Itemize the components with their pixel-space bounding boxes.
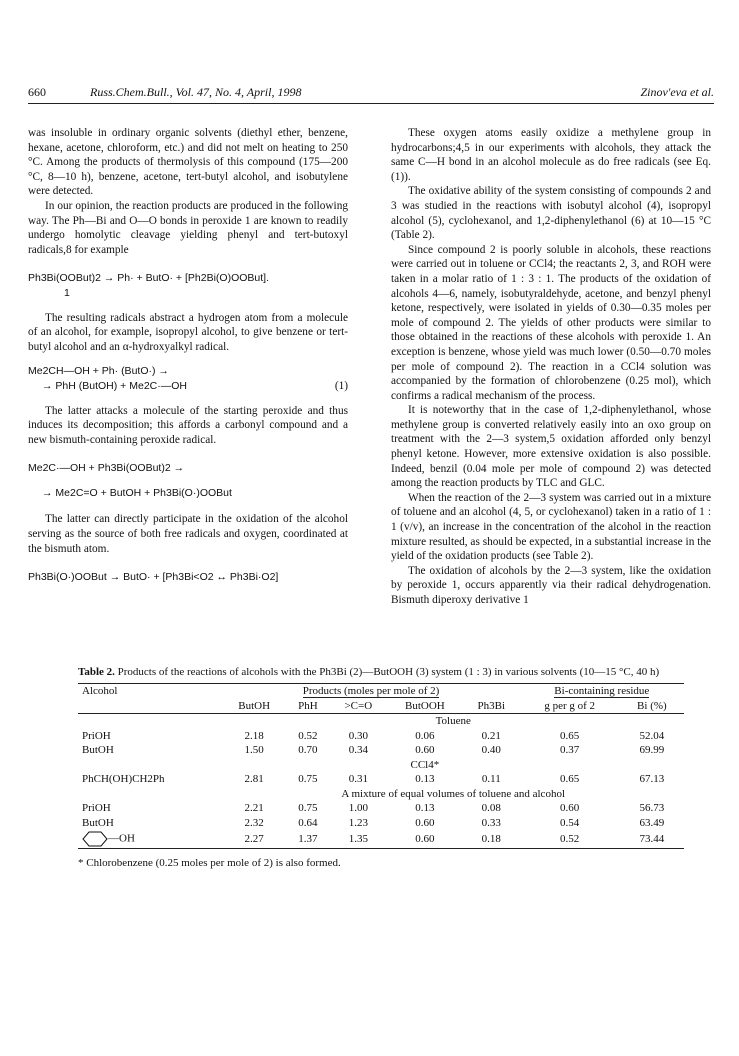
cyclohexanol-structure: —OH (78, 830, 222, 849)
right-column (391, 126, 711, 608)
col-header: Bi (%) (620, 699, 684, 714)
paragraph: These oxygen atoms easily oxidize a methylene group in hydrocarbons;4,5 in our experiments with alcohols, they attack the same C—H bond in an alcohol molecule as do free radicals (see Eq. (1)). (391, 127, 711, 183)
page-number: 660 (28, 85, 46, 99)
table-caption: Table 2. Products of the reactions of alcohols with the Ph3Bi (2)—ButOOH (3) system (1 : 3) in various solvents (10—15 °C, 40 h) (78, 666, 660, 678)
equation-thermolysis: Ph3Bi(OOBut)2 → Ph· + ButO· + [Ph2Bi(O)OOBut]. (28, 272, 270, 285)
section-mixture: A mixture of equal volumes of toluene and alcohol (341, 787, 565, 800)
table-row: PriOH 2.21 0.75 1.00 0.13 0.08 0.60 56.73 (82, 802, 665, 814)
equation-induced-decomposition-2: → Me2C=O + ButOH + Ph3Bi(O·)OOBut (42, 486, 232, 499)
col-header: >C=O (330, 699, 387, 714)
equation-oxygen-transfer: Ph3Bi(O·)OOBut → ButO· + [Ph3Bi<O2 ↔ Ph3Bi·O2] (28, 571, 279, 584)
group-residue: Bi-containing residue (520, 684, 684, 699)
left-column (28, 126, 348, 585)
equation-compound-label: 1 (64, 286, 70, 299)
paragraph: was insoluble in ordinary organic solvents (diethyl ether, benzene, hexane, acetone, chloroform, etc.) and did not melt on heating to 250 °C. Among the products of thermolysis of this compound (175—200 °C, 8—10 h), benzene, acetone, tert-butyl alcohol, and isobutylene were detected. (28, 127, 348, 198)
paragraph: The resulting radicals abstract a hydrogen atom from a molecule of an alcohol, for example, isopropyl alcohol, to give benzene or tert-butyl alcohol and an α-hydroxyalkyl radical. (28, 311, 348, 353)
col-header: g per g of 2 (520, 699, 620, 714)
table-row: PriOH 2.18 0.52 0.30 0.06 0.21 0.65 52.04 (82, 729, 665, 742)
col-header: Ph3Bi (463, 699, 520, 714)
paragraph: It is noteworthy that in the case of 1,2-diphenylethanol, whose methylene group is converted relatively easily into an oxo group on treatment with the 2—3 system,5 oxidation afforded only benzyl phenyl ketone. However, more extensive oxidation is also possible. Indeed, benzil (0.04 mole per mole of compound 2) was detected among the reaction products by TLC and GLC. (391, 404, 711, 490)
cyclohexane-ring-icon (82, 830, 108, 848)
running-authors: Zinov'eva et al. (640, 85, 714, 99)
header-rule (28, 103, 714, 104)
paragraph: When the reaction of the 2—3 system was carried out in a mixture of toluene and an alcohol (4, 5, or cyclohexanol) taken in a ratio of 1 : 1 (v/v), an increase in the concentration of the alcohol in the reaction mixture resulted, as should be expected, in a substantial increase in the yield of the oxidation products (see Table 2). (391, 491, 711, 563)
paragraph: In our opinion, the reaction products are produced in the following way. The Ph—Bi and O—O bonds in peroxide 1 are known to readily undergo homolytic cleavage yielding phenyl and tert-butoxyl radicals,8 for example (28, 199, 348, 256)
col-header: ButOH (222, 699, 285, 714)
table-2 (78, 665, 684, 869)
paragraph: The oxidative ability of the system consisting of compounds 2 and 3 was studied in the reactions with isobutyl alcohol (4), isopropyl alcohol (5), cyclohexanol, and 1,2-diphenylethanol (6) at 10—15 °C (Table 2). (391, 185, 711, 242)
table-row: PhCH(OH)CH2Ph 2.81 0.75 0.31 0.13 0.11 0.65 67.13 (82, 773, 665, 785)
col-header: PhH (286, 699, 330, 714)
paragraph: The latter attacks a molecule of the starting peroxide and thus induces its decomposition; this affords a carbonyl compound and a new bismuth-containing peroxide radical. (28, 404, 348, 446)
paragraph: Since compound 2 is poorly soluble in alcohols, these reactions were carried out in toluene or CCl4; the reactants 2, 3, and ROH were taken in a molar ratio of 1 : 3 : 1. The products of the oxidation of alcohols 4—6, namely, isobutyraldehyde, acetone, and benzyl phenyl ketone, respectively, were isolated in yields of 0.30—0.35 moles per mole of compound 2. The yields of other products were similar to those obtained in the reactions of these alcohols with peroxide 1. An exception is benzene, whose yield was much lower (0.50—0.70 moles per mole of compound 2). The reaction in a CCl4 solution was accompanied by the formation of chlorobenzene (0.25 mol), which confirms a radical mechanism of the process. (391, 243, 711, 402)
equation-induced-decomposition-1: Me2C·—OH + Ph3Bi(OOBut)2 → (28, 462, 185, 475)
equation-1-line-2: → PhH (ButOH) + Me2C·—OH (1) (42, 379, 348, 392)
paragraph: The oxidation of alcohols by the 2—3 system, like the oxidation by peroxide 1, occurs apparently via their radical dehydrogenation. Bismuth diperoxy derivative 1 (391, 564, 711, 606)
table-row: —OH 2.27 1.37 1.35 0.60 0.18 0.52 73.44 (78, 830, 684, 849)
col-alcohol: Alcohol (78, 684, 222, 699)
section-ccl4: CCl4* (410, 758, 440, 771)
results-table (78, 683, 684, 849)
equation-1-line-1: Me2CH—OH + Ph· (ButO·) → (28, 365, 169, 378)
journal-reference: Russ.Chem.Bull., Vol. 47, No. 4, April, 1998 (90, 85, 302, 99)
group-products: Products (moles per mole of 2) (222, 684, 519, 699)
table-row: ButOH 1.50 0.70 0.34 0.60 0.40 0.37 69.99 (82, 744, 665, 756)
col-header: ButOOH (387, 699, 463, 714)
paragraph: The latter can directly participate in the oxidation of the alcohol serving as the source of both free radicals and oxygen, coordinated at the bismuth atom. (28, 513, 348, 555)
table-footnote: * Chlorobenzene (0.25 moles per mole of 2) is also formed. (78, 857, 341, 869)
table-row: ButOH 2.32 0.64 1.23 0.60 0.33 0.54 63.49 (82, 816, 665, 829)
section-toluene: Toluene (435, 715, 471, 727)
equation-number: (1) (334, 379, 348, 392)
